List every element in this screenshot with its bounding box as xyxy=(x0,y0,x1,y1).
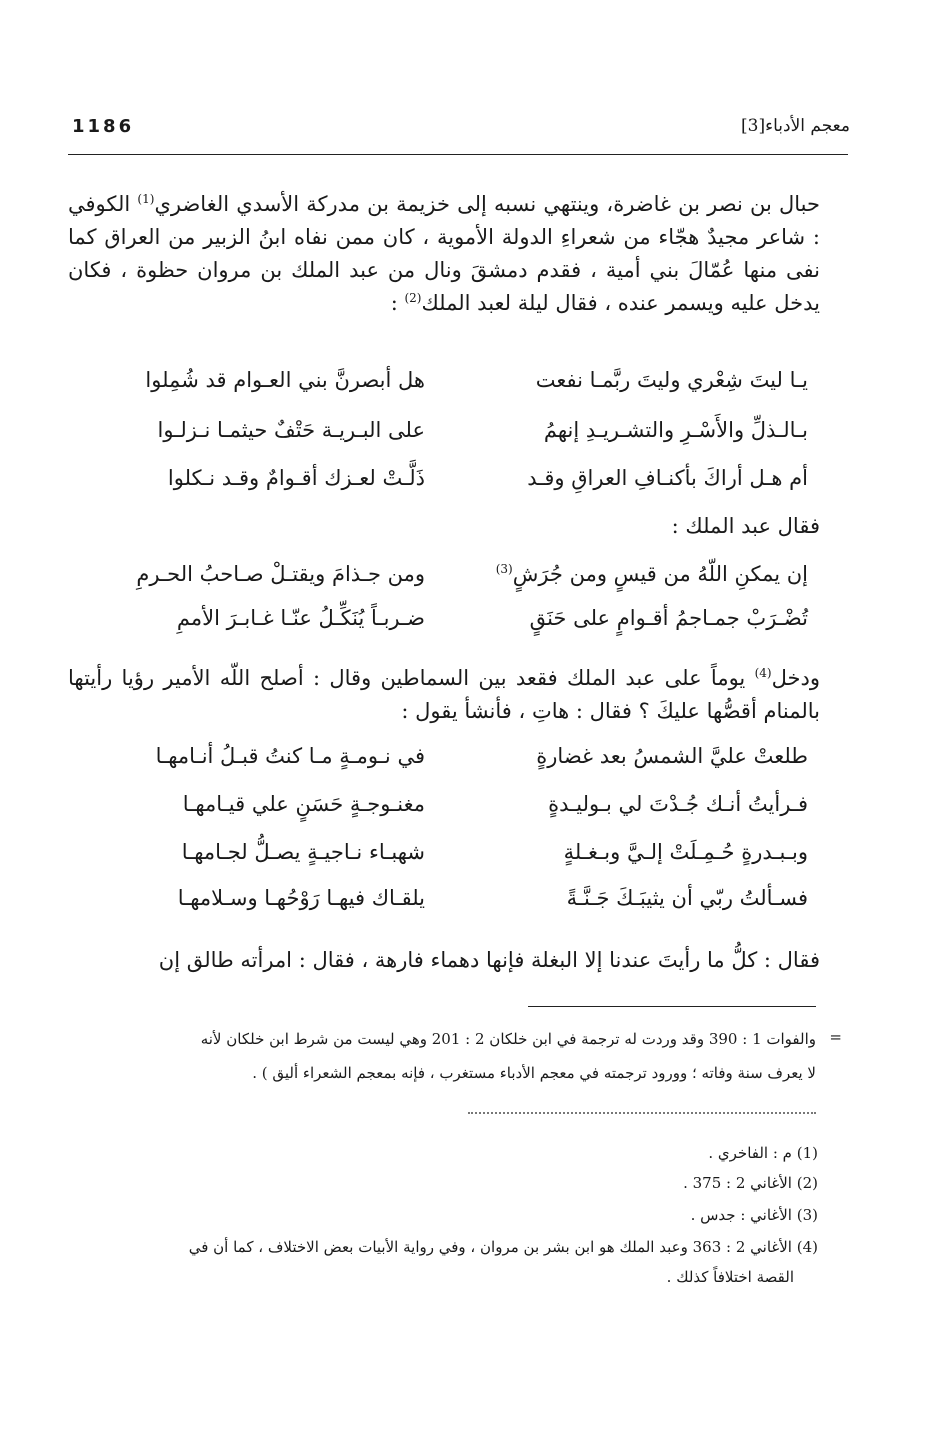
para1-end: : xyxy=(390,291,405,315)
hemistich-first: يـا ليتَ شِعْري وليتَ ربَّمـا نفعت xyxy=(535,368,808,392)
poem2-verse-1 xyxy=(68,562,820,602)
footnote-3: (3) الأغاني : جدس . xyxy=(690,1206,818,1224)
para2-body: يوماً على عبد الملك فقعد بين السماطين وقال : أصلح اللّه الأمير رؤيا رأيتها بالمنام أقصُّها عليكَ ؟ فقال : هاتِ ، فأنشأ يقول : xyxy=(68,666,820,723)
poem3-verse-1 xyxy=(68,744,820,784)
hemistich-second: مغنـوجـةٍ حَسَنٍ علي قيـامهـا xyxy=(182,792,425,816)
hemistich-second: ضـربـاً يُنَكِّـلُ عنّـا غـابـرَ الأممِ xyxy=(176,606,425,630)
para3-text: فقال : كلُّ ما رأيتَ عندنا إلا البغلة فإنها دهماء فارهة ، فقال : امرأته طالق إن xyxy=(158,948,820,972)
hemistich-second: هل أبصرنَّ بني العـوام قد شُمِلوا xyxy=(145,368,425,392)
page-header xyxy=(72,116,850,146)
hemistich-first: أم هـل أراكَ بأكنـافِ العراقِ وقـد xyxy=(527,466,808,490)
poem1-verse-3 xyxy=(68,466,820,506)
biography-paragraph xyxy=(68,188,820,320)
footnote-ref-2: (2) xyxy=(404,291,422,305)
hemistich-first: فسـألتُ ربّي أن يثيبَـكَ جَـنَّـةً xyxy=(566,886,808,910)
page-number: 1186 xyxy=(72,116,135,137)
hemistich-first: إن يمكنِ اللّهُ من قيسٍ ومن جُرَشٍ$^{(3)}$ xyxy=(495,562,808,586)
para1-body: الكوفي : شاعر مجيدٌ هجّاء من شعراءِ الدولة الأموية ، كان ممن نفاه ابنُ الزبير من العراق كما نفى منها عُمّالَ بني أمية ، فقدم دمشقَ ونال من عبد الملك بن مروان حظوة ، فكان يدخل عليه ويسمر عنده ، فقال ليلة لعبد الملك xyxy=(68,192,820,315)
hemistich-first: بـالـذلِّ والأَسْـرِ والتشـريـدِ إنهمُ xyxy=(543,418,808,442)
poem1-verse-2 xyxy=(68,418,820,458)
hemistich-second: ذَلَّـتْ لعـزك أقـوامٌ وقـد نـكلوا xyxy=(167,466,425,490)
hemistich-second: ومن جـذامَ ويقتـلْ صـاحبُ الحـرمِ xyxy=(136,562,425,586)
dream-paragraph xyxy=(68,662,820,728)
footnote-ref-4: (4) xyxy=(754,666,772,680)
poem3-verse-2 xyxy=(68,792,820,832)
hemistich-first: طلعتْ عليَّ الشمسُ بعد غضارةٍ xyxy=(536,744,808,768)
footnote-4-continuation: القصة اختلافاً كذلك . xyxy=(666,1268,794,1286)
header-rule xyxy=(68,154,848,155)
para1-line1: حبال بن نصر بن غاضرة، وينتهي نسبه إلى خزيمة بن مدركة الأسدي الغاضري xyxy=(154,192,820,216)
footnote-ref-3: (3) xyxy=(495,562,513,576)
hemistich-second: يلقـاك فيهـا رَوْحُهـا وسـلامهـا xyxy=(177,886,425,910)
footnote-ref-1: (1) xyxy=(137,192,155,206)
abd-al-malik-intro: فقال عبد الملك : xyxy=(671,514,820,538)
poem1-verse-1 xyxy=(68,368,820,408)
running-title: معجم الأدباء[3] xyxy=(741,116,850,136)
continuation-note-line-2: لا يعرف سنة وفاته ؛ وورود ترجمته في معجم الأدباء مستغرب ، فإنه بمعجم الشعراء أليق ) . xyxy=(252,1064,816,1082)
poem3-verse-4 xyxy=(68,886,820,926)
poem3-verse-3 xyxy=(68,840,820,880)
poem2-verse-2 xyxy=(68,606,820,646)
hemistich-second: شهبـاء نـاجيـةٍ يصـلُّ لجـامهـا xyxy=(181,840,425,864)
footnote-rule xyxy=(528,1006,816,1007)
hemistich-first: فـرأيتُ أنـك جُـدْتَ لي بـوليـدةٍ xyxy=(548,792,808,816)
hemistich-first: وبـبـدرةٍ حُـمِـلَتْ إلـيَّ وبـغـلةٍ xyxy=(563,840,808,864)
hemistich-second: في نـومـةٍ مـا كنتُ قبـلُ أنـامهـا xyxy=(155,744,425,768)
dotted-separator xyxy=(468,1112,816,1114)
margin-mark: = xyxy=(829,1028,842,1046)
hemistich-second: على البـريـة حَتْفٌ حيثمـا نـزلـوا xyxy=(157,418,425,442)
continuation-note-line-1: والفوات 1 : 390 وقد وردت له ترجمة في ابن خلكان 2 : 201 وهي ليست من شرط ابن خلكان لأنه xyxy=(200,1030,816,1048)
footnote-2: (2) الأغاني 2 : 375 . xyxy=(683,1174,818,1192)
footnote-4: (4) الأغاني 2 : 363 وعبد الملك هو ابن بشر بن مروان ، وفي رواية الأبيات بعض الاختلاف ، كما أن في xyxy=(188,1238,818,1256)
footnote-1: (1) م : الفاخري . xyxy=(708,1144,818,1162)
closing-paragraph xyxy=(68,944,820,977)
hemistich-first: تُضْـرَبْ جمـاجمُ أقـوامٍ على حَنَقٍ xyxy=(529,606,808,630)
para2-start: ودخل xyxy=(771,666,820,690)
